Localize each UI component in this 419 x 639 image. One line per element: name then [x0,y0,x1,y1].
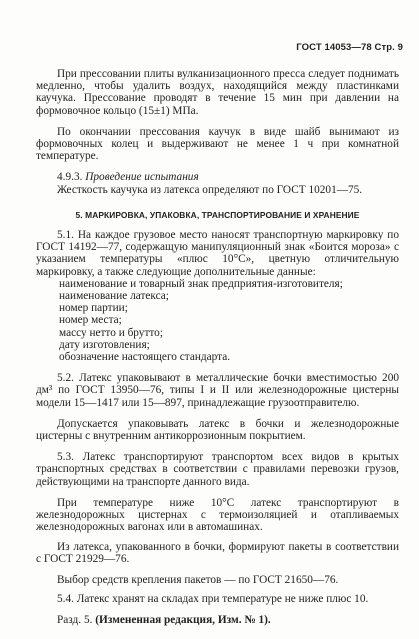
amendment-text: (Измененная редакция, Изм. № 1). [95,614,271,627]
paragraph-removal: По окончании прессования каучук в виде шайб вынимают из формовочных колец и выдерживают не менее 1 ч при комнатной температуре. [36,125,399,163]
document-body [36,68,399,627]
marking-list [36,278,399,363]
clause-5-2-note: Допускается упаковывать латекс в бочки и железнодорожные цистерны с внутренним антикоррозионным покрытием. [36,417,399,443]
list-item: наименование и товарный знак предприятия-изготовителя; [59,277,343,290]
list-item: номер партии; [59,302,128,315]
list-item: номер места; [59,314,122,327]
subsection-number: 4.9.3. [57,171,83,184]
clause-5-2: 5.2. Латекс упаковывают в металлические бочки вместимостью 200 дм³ по ГОСТ 13950—76, типы I и II или железнодорожные цистерны модели 15—1417 или 15—897, принадлежащие грузоотправителю. [36,372,399,409]
clause-5-1: 5.1. На каждое грузовое место наносят транспортную маркировку по ГОСТ 14192—77, содержащую манипуляционный знак «Боится мороза» с указанием температуры «плюс 10°С», цветную отличительную маркировку, а также следующие дополнительные данные: [36,229,399,278]
subsection-heading [36,171,399,183]
running-header: ГОСТ 14053—78 Стр. 9 [296,42,403,53]
subsection-title: Проведение испытания [85,171,199,184]
section-title: 5. МАРКИРОВКА, УПАКОВКА, ТРАНСПОРТИРОВАНИЕ И ХРАНЕНИЕ [75,209,360,220]
clause-5-3-fastening: Выбор средств крепления пакетов — по ГОСТ 21650—76. [57,573,339,586]
amendment-note [36,614,399,626]
list-item: дату изготовления; [59,338,150,351]
paragraph-hardness: Жесткость каучука из латекса определяют по ГОСТ 10201—75. [57,183,363,196]
paragraph-pressing: При прессовании плиты вулканизационного пресса следует поднимать медленно, чтобы удалить воздух, находящийся между пластинками каучука. Прессование проводят в течение 15 мин при давлении на формовочное кольцо (15±1) МПа. [36,68,399,117]
clause-5-4: 5.4. Латекс хранят на складах при температуре не ниже плюс 10. [57,593,369,606]
list-item: наименование латекса; [59,290,169,303]
list-item: обозначение настоящего стандарта. [59,351,231,364]
clause-5-3-packages: Из латекса, упакованного в бочки, формируют пакеты в соответствии с ГОСТ 21929—76. [36,540,399,565]
amendment-prefix: Разд. 5. [57,614,93,627]
clause-5-3-temperature: При температуре ниже 10°С латекс транспортируют в железнодорожных цистернах с термоизоляцией и отапливаемых железнодорожных вагонах или в автомашинах. [36,496,399,534]
list-item: массу нетто и брутто; [59,326,163,339]
clause-5-3: 5.3. Латекс транспортируют транспортом всех видов в крытых транспортных средствах в соответствии с правилами перевозки грузов, действующими на транспорте данного вида. [36,451,399,488]
